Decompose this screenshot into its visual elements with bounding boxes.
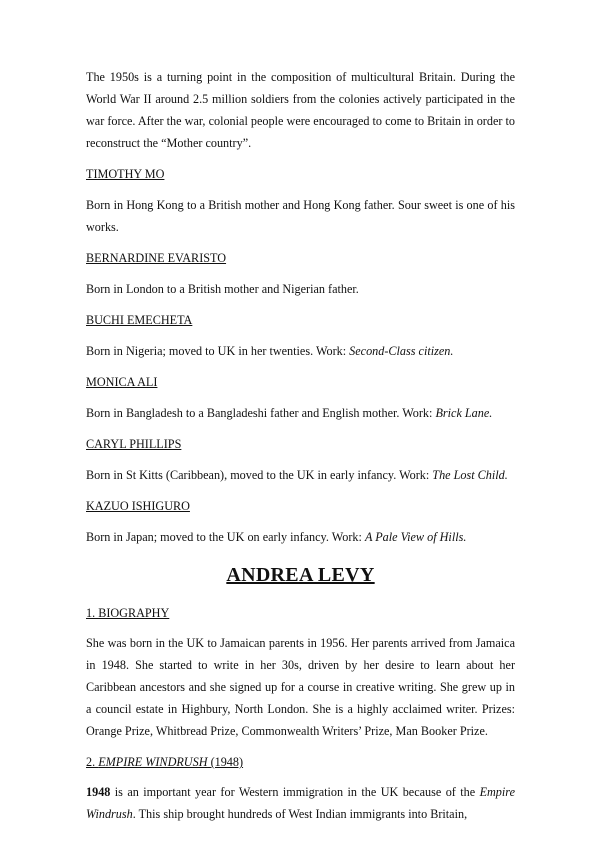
author-entry [86,163,515,238]
author-entry [86,433,515,486]
author-name: BUCHI EMECHETA [86,313,193,327]
author-description: Born in Nigeria; moved to UK in her twenties. Work: Second-Class citizen. [86,344,454,358]
main-title: ANDREA LEVY [226,564,375,586]
work-title: Second-Class citizen. [349,344,454,358]
windrush-paragraph: 1948 is an important year for Western immigration in the UK because of the Empire Windrush. This ship brought hundreds of West Indian immigrants into Britain, [86,785,515,821]
author-entry [86,495,515,548]
author-description: Born in Japan; moved to the UK on early infancy. Work: A Pale View of Hills. [86,530,467,544]
work-title: A Pale View of Hills. [364,530,467,544]
year-highlight: 1948 [86,785,111,799]
intro-paragraph: The 1950s is a turning point in the composition of multicultural Britain. During the World War II around 2.5 million soldiers from the colonies actively participated in the war force. After the war, colonial people were encouraged to come to Britain in order to reconstruct the “Mother country”. [86,70,515,150]
work-title: The Lost Child. [432,468,508,482]
author-name: BERNARDINE EVARISTO [86,251,227,265]
author-name: CARYL PHILLIPS [86,437,182,451]
author-entry [86,247,515,300]
biography-paragraph: She was born in the UK to Jamaican parents in 1956. Her parents arrived from Jamaica in 1948. She started to write in her 30s, driven by her desire to learn about her Caribbean ancestors and she signed up for a course in creative writing. She grew up in a council estate in Highbury, North London. She is a highly acclaimed writer. Prizes: Orange Prize, Whitbread Prize, Commonwealth Writers’ Prize, Man Booker Prize. [86,636,515,738]
author-description: Born in Hong Kong to a British mother and Hong Kong father. Sour sweet is one of his works. [86,198,515,234]
author-description: Born in St Kitts (Caribbean), moved to the UK in early infancy. Work: The Lost Child. [86,468,508,482]
biography-heading: 1. BIOGRAPHY [86,606,170,620]
author-entry [86,371,515,424]
author-description: Born in London to a British mother and Nigerian father. [86,282,359,296]
author-name: MONICA ALI [86,375,158,389]
author-name: TIMOTHY MO [86,167,165,181]
windrush-heading: 2. EMPIRE WINDRUSH (1948) [86,755,244,769]
author-name: KAZUO ISHIGURO [86,499,190,513]
work-title: Brick Lane. [435,406,493,420]
author-entry [86,309,515,362]
author-description: Born in Bangladesh to a Bangladeshi father and English mother. Work: Brick Lane. [86,406,493,420]
ship-name: Empire Windrush [86,785,515,821]
